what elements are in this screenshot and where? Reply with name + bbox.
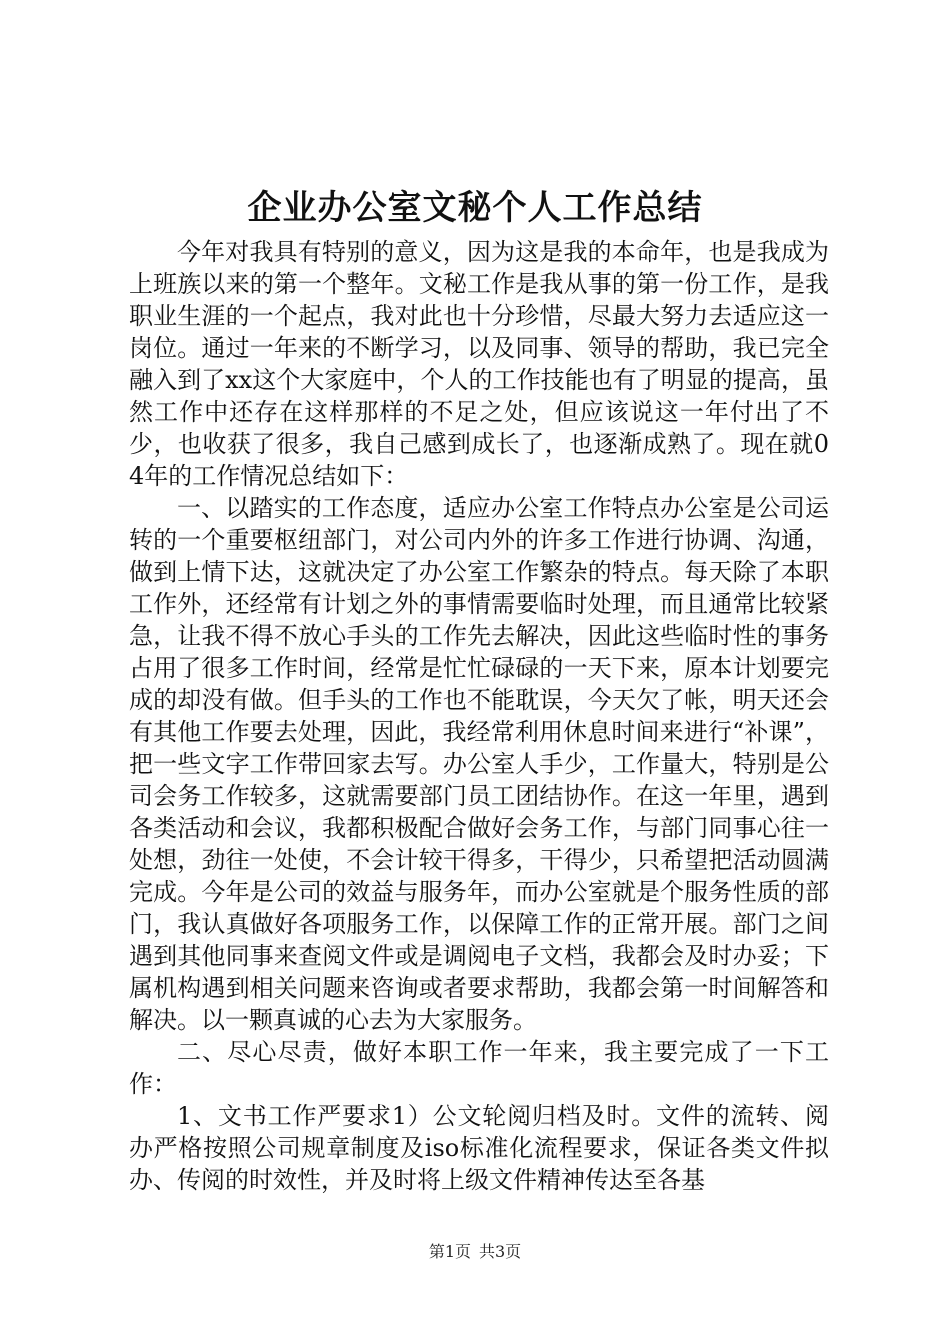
page-total: 共3页 [479, 1242, 522, 1261]
paragraph-section-two: 二、尽心尽责，做好本职工作一年来，我主要完成了一下工作： [129, 1038, 829, 1098]
page-number: 第1页 [428, 1242, 471, 1261]
paragraph-item-one: 1、文书工作严要求1）公文轮阅归档及时。文件的流转、阅办严格按照公司规章制度及iso标准化流程要求，保证各类文件拟办、传阅的时效性，并及时将上级文件精神传达至各基 [129, 1102, 829, 1194]
document-body [129, 236, 829, 1196]
paragraph-section-one: 一、以踏实的工作态度，适应办公室工作特点办公室是公司运转的一个重要枢纽部门，对公司内外的许多工作进行协调、沟通，做到上情下达，这就决定了办公室工作繁杂的特点。每天除了本职工作外，还经常有计划之外的事情需要临时处理，而且通常比较紧急，让我不得不放心手头的工作先去解决，因此这些临时性的事务占用了很多工作时间，经常是忙忙碌碌的一天下来，原本计划要完成的却没有做。但手头的工作也不能耽误，今天欠了帐，明天还会有其他工作要去处理，因此，我经常利用休息时间来进行“补课”，把一些文字工作带回家去写。办公室人手少，工作量大，特别是公司会务工作较多，这就需要部门员工团结协作。在这一年里，遇到各类活动和会议，我都积极配合做好会务工作，与部门同事心往一处想，劲往一处使，不会计较干得多，干得少，只希望把活动圆满完成。今年是公司的效益与服务年，而办公室就是个服务性质的部门，我认真做好各项服务工作，以保障工作的正常开展。部门之间遇到其他同事来查阅文件或是调阅电子文档，我都会及时办妥；下属机构遇到相关问题来咨询或者要求帮助，我都会第一时间解答和解决。以一颗真诚的心去为大家服务。 [129, 494, 829, 1034]
document-title: 企业办公室文秘个人工作总结 [247, 188, 703, 228]
paragraph-intro: 今年对我具有特别的意义，因为这是我的本命年，也是我成为上班族以来的第一个整年。文秘工作是我从事的第一份工作，是我职业生涯的一个起点，我对此也十分珍惜，尽最大努力去适应这一岗位。通过一年来的不断学习，以及同事、领导的帮助，我已完全融入到了xx这个大家庭中，个人的工作技能也有了明显的提高，虽然工作中还存在这样那样的不足之处，但应该说这一年付出了不少，也收获了很多，我自己感到成长了，也逐渐成熟了。现在就04年的工作情况总结如下： [129, 238, 829, 490]
page-footer [0, 1240, 950, 1264]
